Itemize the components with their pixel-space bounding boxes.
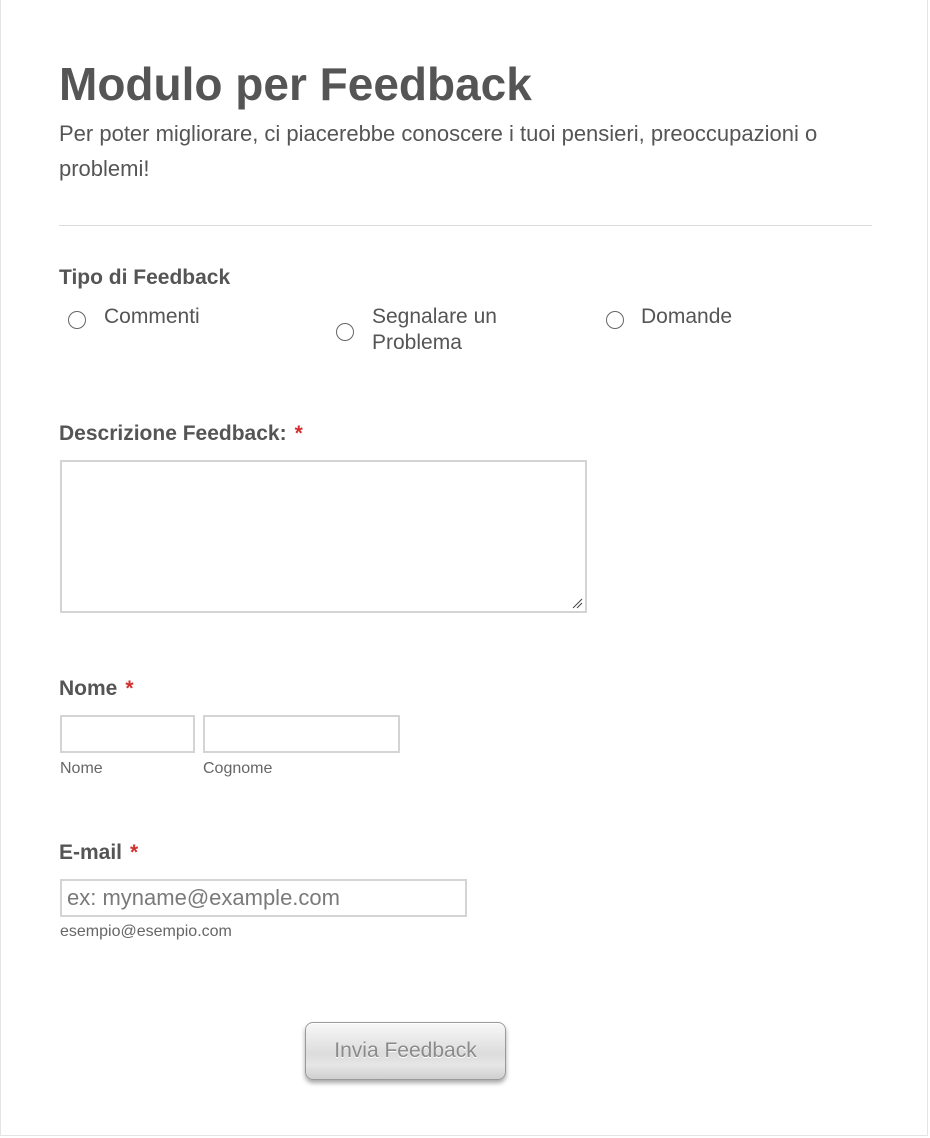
radio-domande[interactable] [606, 311, 624, 329]
required-asterisk: * [125, 677, 134, 700]
required-asterisk: * [294, 422, 303, 445]
last-name-sublabel: Cognome [203, 760, 273, 777]
last-name-input[interactable] [203, 715, 400, 753]
submit-button[interactable]: Invia Feedback [305, 1022, 506, 1080]
first-name-input[interactable] [60, 715, 195, 753]
required-asterisk: * [130, 841, 139, 864]
name-label [59, 677, 134, 701]
radio-label-commenti[interactable]: Commenti [104, 305, 200, 328]
description-label [59, 422, 303, 446]
feedback-type-label: Tipo di Feedback [59, 266, 231, 289]
radio-segnalare-problema[interactable] [336, 323, 354, 341]
radio-commenti[interactable] [68, 311, 86, 329]
email-label [59, 841, 138, 865]
radio-label-domande[interactable]: Domande [641, 305, 733, 328]
resize-grip-icon[interactable] [572, 598, 583, 609]
first-name-sublabel: Nome [60, 760, 103, 777]
email-sublabel: esempio@esempio.com [60, 923, 232, 940]
description-label-text: Descrizione Feedback: [59, 422, 287, 445]
radio-label-segnalare-problema[interactable]: Segnalare un Problema [372, 305, 497, 354]
description-textarea[interactable] [60, 460, 587, 613]
form-subtitle: Per poter migliorare, ci piacerebbe conoscere i tuoi pensieri, preoccupazioni o problemi! [59, 121, 818, 181]
name-label-text: Nome [59, 677, 118, 700]
header-divider [59, 225, 872, 226]
email-label-text: E-mail [59, 841, 123, 864]
email-input[interactable] [60, 879, 467, 917]
form-title: Modulo per Feedback [59, 58, 532, 110]
